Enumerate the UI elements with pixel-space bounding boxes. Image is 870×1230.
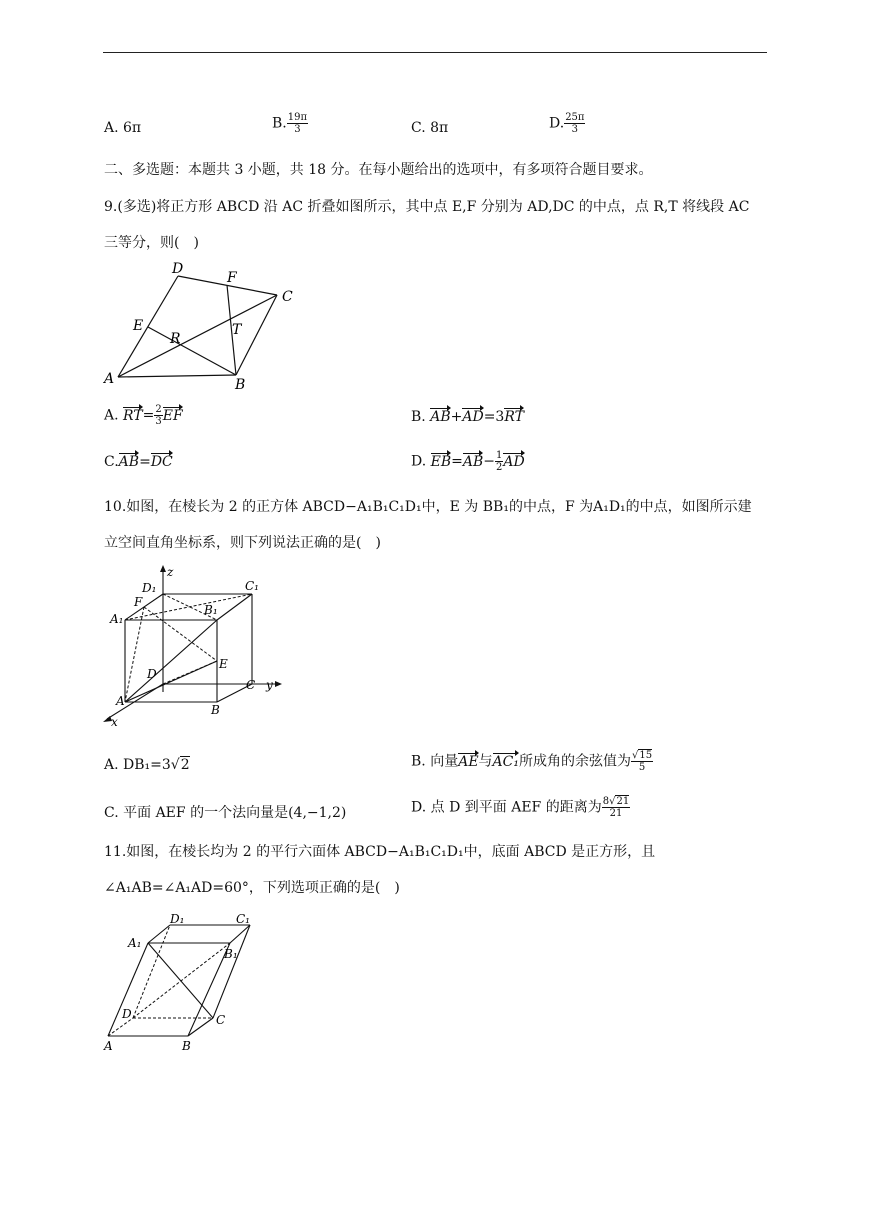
q9-label-f: F (227, 270, 237, 286)
header-rule (103, 52, 767, 53)
q9-label-t: T (232, 322, 242, 338)
q10-stem-line1: 10.如图，在棱长为 2 的正方体 ABCD−A₁B₁C₁D₁中，E 为 BB₁的中点，F 为A₁D₁的中点，如图所示建 (104, 499, 752, 515)
q10-label-c: C (246, 678, 256, 692)
q9-stem-line1: 9.(多选)将正方形 ABCD 沿 AC 折叠如图所示，其中点 E,F 分别为 AD,DC 的中点，点 R,T 将线段 AC (104, 199, 750, 215)
q10-stem-line2: 立空间直角坐标系，则下列说法正确的是( ) (104, 535, 381, 551)
q9-option-c: C.AB=DC (104, 454, 173, 470)
q10-label-a1: A₁ (110, 612, 124, 626)
q10-label-c1: C₁ (245, 579, 259, 593)
q11-stem-line1: 11.如图，在棱长均为 2 的平行六面体 ABCD−A₁B₁C₁D₁中，底面 ABCD 是正方形，且 (104, 844, 656, 860)
q9-stem-line2: 三等分，则( ) (104, 235, 199, 251)
q11-label-a1: A₁ (128, 936, 142, 950)
q10-label-f: F (134, 595, 143, 609)
q11-label-c: C (216, 1013, 226, 1027)
q10-option-b: B. 向量AE与AC₁所成角的余弦值为 $\frac{√15}{5}$ (411, 750, 653, 773)
q11-label-a: A (104, 1039, 113, 1053)
q9-figure (100, 255, 310, 395)
q9-option-b: B. AB+AD=3RT (411, 409, 524, 425)
q10-label-x: x (111, 715, 118, 729)
q10-option-d: D. 点 D 到平面 AEF 的距离为 $\frac{8√21}{21}$ (411, 796, 630, 819)
q11-label-b: B (182, 1039, 191, 1053)
q10-label-a: A (116, 694, 125, 708)
q10-label-z: z (167, 565, 174, 579)
q10-option-a: A. DB₁=3√2 (104, 757, 190, 773)
q9-label-a: A (104, 371, 115, 387)
q8-option-c: C. 8π (411, 120, 449, 136)
q9-label-d: D (172, 261, 184, 277)
q11-parallelepiped-figure (100, 908, 270, 1058)
q11-label-b1: B₁ (224, 947, 238, 961)
q9-label-c: C (282, 289, 293, 305)
q8-option-b: B. $\frac{19\pi}{3}$ (272, 112, 308, 135)
q10-label-b: B (211, 703, 220, 717)
q9-label-e: E (133, 318, 144, 334)
q9-option-d: D. EB=AB− $\frac{1}{2}$ AD (411, 450, 525, 473)
q8-option-a: A. 6π (104, 120, 142, 136)
q8-option-d: D. $\frac{25\pi}{3}$ (549, 112, 585, 135)
q9-label-b: B (235, 377, 246, 393)
q11-label-c1: C₁ (236, 912, 250, 926)
section-heading: 二、多选题：本题共 3 小题，共 18 分。在每小题给出的选项中，有多项符合题目要求。 (104, 162, 653, 178)
q10-label-d: D (147, 667, 157, 681)
q11-stem-line2: ∠A₁AB=∠A₁AD=60°，下列选项正确的是( ) (104, 880, 400, 896)
q11-label-d: D (122, 1007, 132, 1021)
q9-option-a: A. RT= $\frac{2}{3}$ EF (104, 404, 183, 427)
q10-label-y: y (266, 678, 273, 692)
q10-cube-figure (100, 562, 290, 732)
q10-label-e: E (219, 657, 228, 671)
q10-label-b1: B₁ (204, 603, 218, 617)
q10-label-d1: D₁ (142, 581, 157, 595)
q9-label-r: R (170, 331, 181, 347)
q10-option-c: C. 平面 AEF 的一个法向量是(4,−1,2) (104, 805, 347, 821)
q11-label-d1: D₁ (170, 912, 185, 926)
